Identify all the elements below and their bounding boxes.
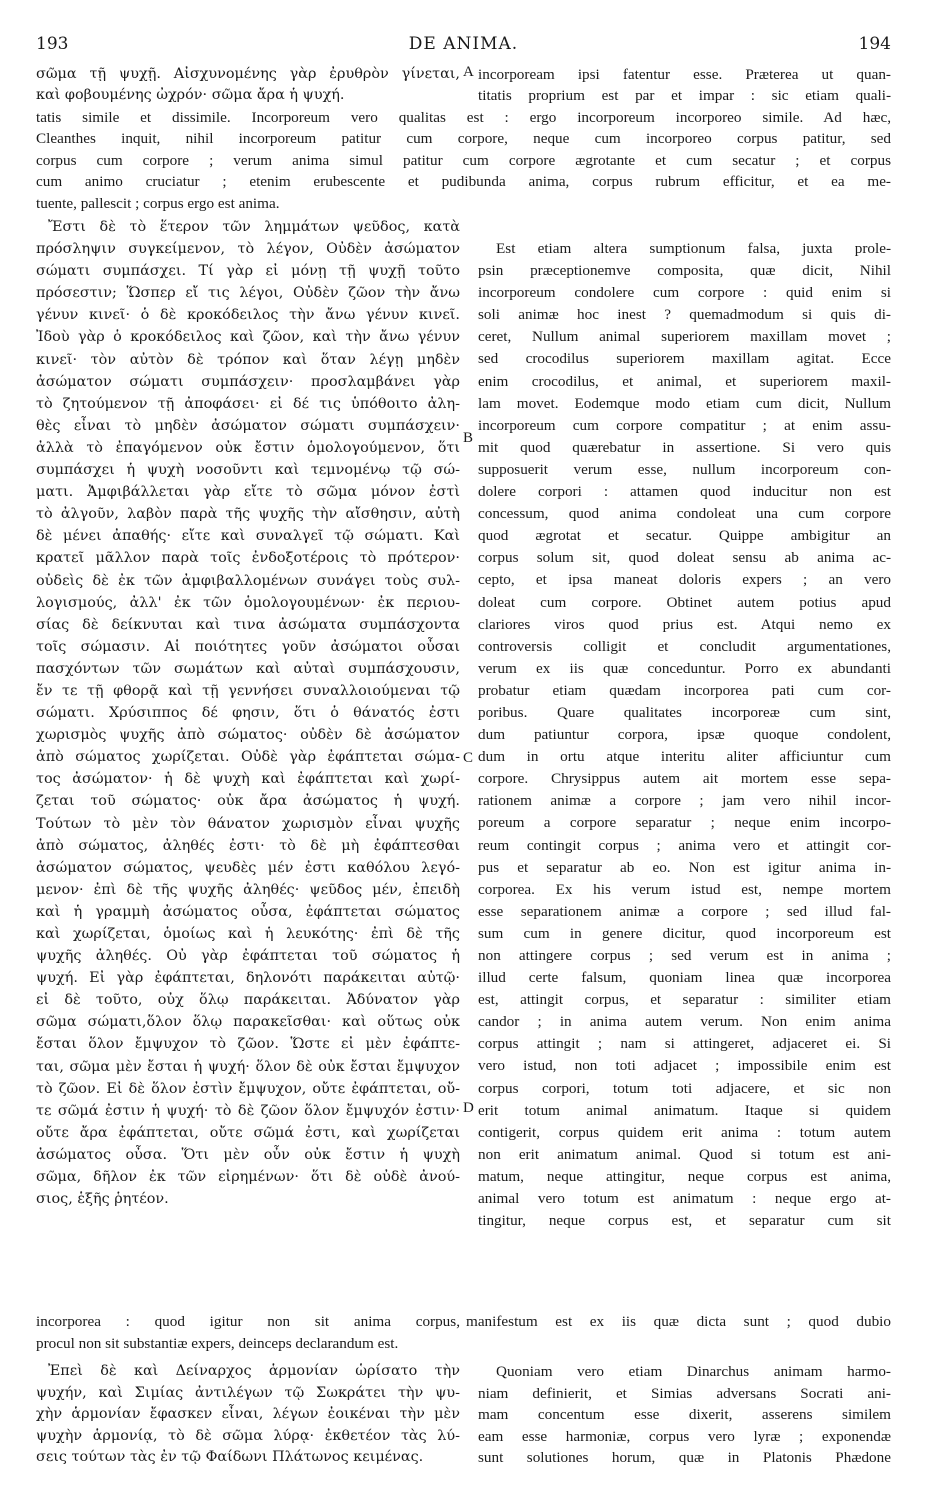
text-line: Est etiam altera sumptionum falsa, juxta prole- — [496, 240, 891, 257]
text-line: non erit animatum animal. Quod si totum est ani- — [478, 1145, 891, 1163]
text-line: corpus attingit ; nam si attingeret, adjaceret ei. Si — [478, 1035, 891, 1053]
text-line: σιος, ἑξῆς ῥητέον. — [36, 1191, 169, 1208]
text-line: corpus solum sit, quod doleat sensu ab anima ac- — [478, 549, 891, 567]
text-line: incorporeum cum corpore compatitur ; at enim assu- — [478, 416, 891, 434]
text-line: ἀπὸ σώματος χωρίζεται. Οὐδὲ γὰρ ἐφάπτεται σώμα- — [36, 749, 460, 766]
text-line: supposuerit verum esse, nullum incorporeum con- — [478, 460, 891, 478]
text-line: Τούτων τὸ μὲν τὸν θάνατον χωρισμὸν εἶναι ψυχῆς — [36, 815, 460, 832]
text-line: ἔσται ὅλον ἔμψυχον τὸ ζῶον. Ὥστε εἰ μὲν ἐφάπτε- — [36, 1036, 460, 1053]
text-line: est, attingit corpus, et separatur : similiter etiam — [478, 991, 891, 1009]
text-line: πρόσληψιν συγκείμενον, τὸ λέγον, Οὐδὲν ἀσώματον — [36, 241, 460, 258]
text-line: incorporeum condolere cum corpore : quid enim si — [478, 284, 891, 302]
text-line: reum contingit corpus ; anima vero et attingit cor- — [478, 836, 891, 854]
text-line: ἀλλὰ τὸ ἐπαγόμενον οὐκ ἔστιν ὁμολογούμενον, ὅτι — [36, 439, 460, 456]
text-line: manifestum est ex iis quæ dicta sunt ; quod dubio — [466, 1313, 891, 1330]
text-line: ψυχήν, καὶ Σιμίας ἀντιλέγων τῷ Σωκράτει τὴν ψυ- — [36, 1384, 460, 1401]
text-line: σῶμα σώματι,ὅλον ὅλῳ παρακεῖσθαι· καὶ οὕτως οὐκ — [36, 1014, 460, 1031]
text-line: contigerit, corpus quidem erit anima : totum autem — [478, 1123, 891, 1141]
margin-marker-a: A — [463, 64, 474, 80]
text-line: κρατεῖ μᾶλλον παρὰ τοῖς ἐνδοξοτέροις τὸ πρότερον· — [36, 550, 460, 567]
text-line: τε σῶμά ἐστιν ἡ ψυχή· τὸ δὲ ζῶον ὅλον ἔμψυχόν ἐστιν· — [36, 1102, 460, 1119]
text-line: quod ægrotat et secatur. Quippe ambigitur an — [478, 527, 891, 545]
text-line: ψυχή. Εἰ γὰρ ἐφάπτεται, δηλονότι παράκειται αὐτῷ· — [36, 970, 460, 987]
text-line: ceret, Nullum animal superiorem maxillam movet ; — [478, 328, 891, 346]
running-header — [36, 34, 891, 58]
text-line: incorporea : quod igitur non sit anima corpus, — [36, 1313, 460, 1330]
text-line: συμπάσχει ἡ ψυχὴ νοσοῦντι καὶ τεμνομένῳ τῷ σώ- — [36, 462, 460, 479]
intro-greek — [36, 64, 460, 107]
text-line: θὲς εἶναι τὸ μηδὲν ἀσώματον σώματι συμπάσχειν· — [36, 417, 460, 434]
text-line: dolere corpori : attamen quod inducitur non est — [478, 483, 891, 501]
text-line: non attingere corpus ; sed verum est in anima ; — [478, 947, 891, 964]
text-line: Ἔστι δὲ τὸ ἕτερον τῶν λημμάτων ψεῦδος, κατὰ — [48, 219, 460, 235]
margin-marker-b: B — [463, 430, 474, 446]
page-number-left: 193 — [36, 34, 69, 54]
text-line: πασχόντων τῶν σωμάτων καὶ αὐταὶ συμπάσχουσιν, — [36, 660, 460, 677]
text-line: ἔν τε τῇ φθορᾷ καὶ τῇ γεννήσει συναλλοιούμεναι τῷ — [36, 682, 460, 699]
text-line: vero istud, non toti adjacet ; impossibile enim est — [478, 1057, 891, 1075]
text-line: corporea. Ex his verum istud est, nempe mortem — [478, 880, 891, 898]
text-line: καὶ χωρίζεται, ὁμοίως καὶ ἡ λευκότης· ἐπὶ δὲ τῆς — [36, 926, 460, 942]
text-line: ψυχὴν ἁρμονίᾳ, τὸ δὲ σῶμα λύρᾳ· ἐκθετέον τὰς λύ- — [36, 1427, 460, 1444]
page-number-right: 194 — [858, 34, 891, 54]
text-line: χὴν ἁρμονίαν ἔφασκεν εἶναι, λέγων ἐοικέναι τὴν μὲν — [36, 1406, 460, 1423]
text-line: mit quod quærebatur in assertione. Si vero quis — [478, 438, 891, 456]
text-line: σίας δὲ δείκνυται καὶ τινα ἀσώματα συμπάσχοντα — [36, 616, 460, 633]
text-line: σώματι. Χρύσιππος δέ φησιν, ὅτι ὁ θάνατός ἐστι — [36, 705, 460, 722]
text-line: verum ex iis quæ conceduntur. Porro ex abundanti — [478, 659, 891, 677]
text-line: καὶ ἡ γραμμὴ ἀσώματος οὖσα, ἐφάπτεται σώματος — [36, 903, 460, 920]
text-line: animal vero totum est animatum : neque ergo at- — [478, 1190, 891, 1208]
text-line: εἰ δὲ τοῦτο, οὐχ ὅλῳ παράκειται. Ἀδύνατον γὰρ — [36, 992, 460, 1009]
text-line: κινεῖ· τὸν αὐτὸν δὲ τρόπον καὶ ὅταν λέγῃ μηδὲν — [36, 351, 460, 368]
text-line: corpore. Chrysippus autem ait mortem esse sepa- — [478, 770, 891, 788]
text-line: corpus cum corpore ; verum anima simul patitur cum corpore ægrotante et cum secatur ; et corpus — [36, 151, 891, 169]
text-line: Ἰδοὺ γὰρ ὁ κροκόδειλος καὶ ζῶον, καὶ τὴν ἄνω γένυν — [36, 329, 460, 346]
margin-marker-d: D — [463, 1100, 474, 1116]
text-line: τοῖς σώμασιν. Αἱ ποιότητες γοῦν ἀσώματοι οὖσαι — [36, 638, 460, 655]
text-line: πρόσεστιν; Ὥσπερ εἴ τις λέγοι, Οὐδὲν ζῶον τὴν ἄνω — [36, 285, 460, 302]
text-line: rationem animæ a corpore ; jam vero nihil incor- — [478, 792, 891, 810]
text-line: candor ; in anima autem verum. Non enim anima — [478, 1013, 891, 1031]
text-line: σῶμα, δῆλον ἐκ τῶν εἰρημένων· ὅτι δὲ οὐδὲ ἀνού- — [36, 1169, 460, 1186]
text-line: ἀσώματον σώματι συμπάσχειν· προσλαμβάνει γὰρ — [36, 373, 460, 390]
latin-final — [478, 1361, 891, 1469]
text-line: σώματι συμπάσχει. Τί γὰρ εἰ μόνῃ τῇ ψυχῇ τοῦτο — [36, 263, 460, 280]
text-line: τὸ ἀλγοῦν, λαβὸν παρὰ τῆς ψυχῆς τὴν αἴσθησιν, αὐτὴ — [36, 506, 460, 523]
text-line: poreum a corpore separatur ; neque enim incorpo- — [478, 814, 891, 832]
text-line: incorpoream ipsi fatentur esse. Præterea ut quan- — [478, 66, 891, 83]
text-line: οὐδεὶς δὲ ἐκ τῶν ἀμφιβαλλομένων συνάγει τοὺς συλ- — [36, 572, 460, 589]
text-line: matum, neque attingitur, neque corpus est anima, — [478, 1167, 891, 1185]
text-line: controversis colligit et concludit argumentationes, — [478, 637, 891, 655]
text-line: doleat cum corpore. Obtinet autem potius apud — [478, 593, 891, 611]
intro-latin-full — [36, 107, 891, 214]
text-line: mam concentum esse dixerit, asserens similem — [478, 1406, 891, 1424]
intro-latin-right — [478, 64, 891, 107]
text-line: cepto, et ipsa maneat doloris expers ; an vero — [478, 571, 891, 589]
text-line: Quoniam vero etiam Dinarchus animam harmo- — [496, 1363, 891, 1380]
text-line: poribus. Quare qualitates incorporeæ cum sint, — [478, 703, 891, 721]
text-line: τος ἀσώματον· ἡ δὲ ψυχὴ καὶ ἐφάπτεται καὶ χωρί- — [36, 771, 460, 788]
text-line: lam movet. Eodemque modo etiam cum dicit, Nullum — [478, 394, 891, 412]
text-line: μενον· ἐπὶ δὲ τῆς ψυχῆς ἀληθές· ψεῦδος μέν, ἐπειδὴ — [36, 881, 460, 898]
text-line: σεις τούτων τὰς ἐν τῷ Φαίδωνι Πλάτωνος κειμένας. — [36, 1449, 424, 1466]
text-line: ται, σῶμα μὲν ἔσται ἡ ψυχή· ὅλον δὲ οὐκ ἔσται ἔμψυχον — [36, 1058, 460, 1075]
text-line: clariores viros quod prius est. Atqui nemo ex — [478, 615, 891, 633]
text-line: ἀσώματον σώματος, ψευδὲς μέν ἐστι καθόλου λεγό- — [36, 859, 460, 876]
bridge-left — [36, 1311, 460, 1332]
text-line: Cleanthes inquit, nihil incorporeum patitur cum corpore, neque cum incorporeo corpus patitur, sed — [36, 130, 891, 148]
greek-final — [36, 1361, 460, 1469]
margin-marker-c: C — [463, 750, 474, 766]
text-line: erit totum animal animatum. Itaque si quidem — [478, 1101, 891, 1119]
text-line: χωρισμὸς ψυχῆς ἀπὸ σώματος· οὐδὲν δὲ ἀσώματον — [36, 727, 460, 744]
text-line: probatur etiam quædam incorporea pati cum cor- — [478, 681, 891, 699]
text-line: soli animæ hoc inest ? quemadmodum si quis di- — [478, 306, 891, 324]
text-line: titatis proprium est par et impar : sic etiam quali- — [478, 87, 891, 105]
text-line: Ἐπεὶ δὲ καὶ Δείναρχος ἁρμονίαν ὡρίσατο τὴν — [48, 1363, 460, 1379]
text-line: τὸ ζῶον. Εἰ δὲ ὅλον ἐστὶν ἔμψυχον, οὔτε ἐφάπτεται, οὔ- — [36, 1080, 460, 1097]
text-line: illud certe falsum, quoniam linea quæ incorporea — [478, 969, 891, 987]
text-line: tuente, pallescit ; corpus ergo est anima. — [36, 194, 280, 212]
text-line: tingitur, neque corpus est, et separatur cum sit — [478, 1212, 891, 1230]
text-line: enim crocodilus, et animal, et superiorem maxil- — [478, 372, 891, 390]
text-line: δὲ μένει ἀπαθής· εἴτε καὶ συναλγεῖ τῷ σώματι. Καὶ — [36, 528, 460, 545]
text-line: ματι. Ἀμφιβάλλεται γὰρ εἴτε τὸ σῶμα μόνον ἐστὶ — [36, 484, 460, 501]
text-line: procul non sit substantiæ expers, deinceps declarandum est. — [36, 1335, 399, 1352]
greek-column — [36, 216, 460, 1210]
text-line: dum in ortu atque interitu aliter afficiuntur cum — [478, 748, 891, 766]
text-line: eam esse harmoniæ, corpus vero lyræ ; exponendæ — [478, 1427, 891, 1445]
text-line: psin præceptionemve composita, quæ dicit, Nihil — [478, 262, 891, 280]
running-title: DE ANIMA. — [408, 34, 519, 54]
text-line: οὔτε ἄρα ἐφάπτεται, οὔτε σῶμά ἐστι, καὶ χωρίζεται — [36, 1124, 460, 1141]
text-line: ζεται τοῦ σώματος· οὐκ ἄρα ἀσώματος ἡ ψυχή. — [36, 793, 460, 810]
text-line: dum patiuntur corpora, ipsæ quoque condolent, — [478, 726, 891, 744]
text-line: καὶ φοβουμένης ὠχρόν· σῶμα ἄρα ἡ ψυχή. — [36, 87, 345, 104]
text-line: λογισμούς, ἀλλ' ἐκ τῶν ὁμολογουμένων· ἐκ περιου- — [36, 594, 460, 611]
latin-column — [478, 238, 891, 1232]
text-line: corpus corpori, totum toti adjacere, et sic non — [478, 1079, 891, 1097]
text-line: niam definierit, et Simias adversans Socrati ani- — [478, 1384, 891, 1402]
text-line: τὸ ζητούμενον τῇ ἀποφάσει· εἰ δέ τις ὑπόθοιτο ἀλη- — [36, 395, 460, 412]
text-line: ἀσώματος οὖσα. Ὅτι μὲν οὖν οὐκ ἔστιν ἡ ψυχὴ — [36, 1146, 460, 1163]
text-line: sed crocodilus superiorem maxillam agitat. Ecce — [478, 350, 891, 368]
text-line: ἀπὸ σώματος, ἀληθές ἐστι· τὸ δὲ μὴ ἐφάπτεσθαι — [36, 837, 460, 854]
bridge-right — [466, 1311, 891, 1332]
text-line: tatis simile et dissimile. Incorporeum vero qualitas est : ergo incorporeum incorporeo simile. Ad hæc, — [36, 109, 891, 126]
text-line: cum animo cruciatur ; etenim erubescente et pudibunda anima, corpus rubrum efficitur, et ea me- — [36, 173, 891, 191]
text-line: ψυχῆς ἀληθές. Οὐ γὰρ ἐφάπτεται τοῦ σώματος ἡ — [36, 948, 460, 965]
text-line: sunt solutiones horum, quæ in Platonis Phædone — [478, 1449, 891, 1467]
text-line: esse separationem animæ a corpore ; sed illud fal- — [478, 902, 891, 920]
bridge-full — [36, 1333, 891, 1354]
text-line: σῶμα τῇ ψυχῇ. Αἰσχυνομένης γὰρ ἐρυθρὸν γίνεται, — [36, 66, 460, 82]
text-line: sum cum in genere dicitur, quod incorporeum est — [478, 924, 891, 942]
text-line: γένυν κινεῖ· ὁ δὲ κροκόδειλος τὴν ἄνω γένυν κινεῖ. — [36, 307, 460, 324]
text-line: concessum, quod anima condoleat una cum corpore — [478, 505, 891, 523]
text-line: pus et separatur ab eo. Non est igitur anima in- — [478, 858, 891, 876]
